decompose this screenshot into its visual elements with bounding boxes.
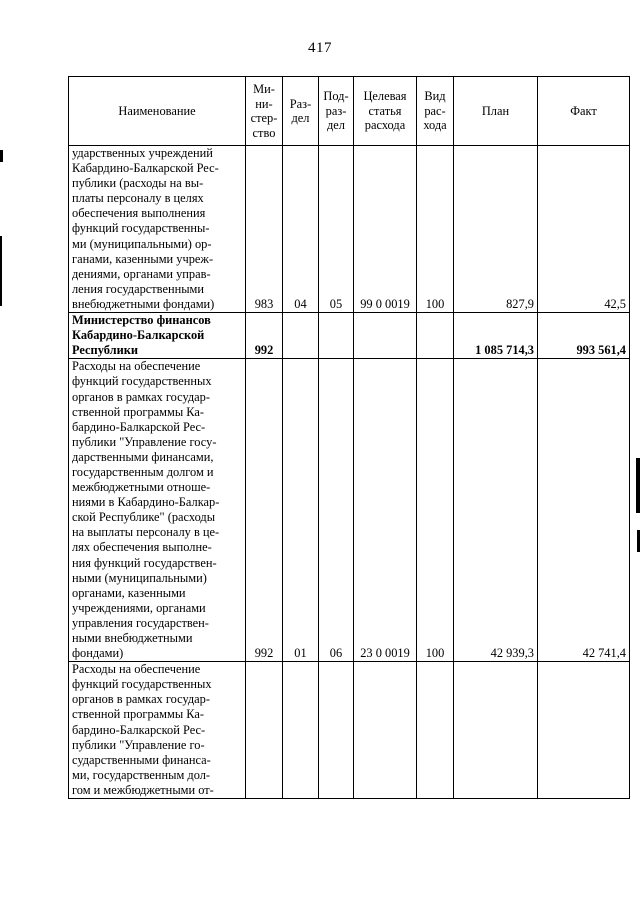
row-ministry [246,662,283,799]
table-row [69,359,630,662]
row-ministry: 983 [246,146,283,313]
scan-edge-mark [0,236,2,306]
header-row [69,77,630,146]
row-section [283,662,319,799]
row-section: 01 [283,359,319,662]
row-type [417,313,454,359]
row-target [354,662,417,799]
row-name: Министерство финансов Кабардино-Балкарской Республики [69,313,246,359]
header-fact: Факт [538,77,630,146]
table-row-ministry-total [69,313,630,359]
row-target [354,313,417,359]
row-name: Расходы на обеспечение функций государственных органов в рамках государ- ственной программы Ка- бардино-Балкарской Рес- публики "Управление го- сударственными финанса- ми, государственным дол- гом и межбюджетными от- [69,662,246,799]
row-plan: 1 085 714,3 [454,313,538,359]
row-subsection [319,662,354,799]
row-type [417,662,454,799]
row-plan: 827,9 [454,146,538,313]
header-section: Раз- дел [283,77,319,146]
scan-edge-mark [0,150,3,162]
header-target: Целевая статья расхода [354,77,417,146]
row-fact: 42 741,4 [538,359,630,662]
row-fact [538,662,630,799]
row-section: 04 [283,146,319,313]
scan-edge-mark [636,458,640,513]
row-target: 23 0 0019 [354,359,417,662]
row-target: 99 0 0019 [354,146,417,313]
row-subsection [319,313,354,359]
row-section [283,313,319,359]
header-plan: План [454,77,538,146]
table-row [69,662,630,799]
row-type: 100 [417,146,454,313]
row-ministry: 992 [246,359,283,662]
row-name: Расходы на обеспечение функций государственных органов в рамках государ- ственной программы Ка- бардино-Балкарской Рес- публики "Управление госу- дарственными финансами, государственным долгом и межбюджетными отноше- ниями в Кабардино-Балкар- ской Республике" (расходы на выплаты персоналу в це- лях обеспечения выполне- ния функций государствен- ными (муниципальными) органами, казенными учреждениями, органами управления государствен- ными внебюджетными фондами) [69,359,246,662]
header-type: Вид рас- хода [417,77,454,146]
header-name: Наименование [69,77,246,146]
row-plan: 42 939,3 [454,359,538,662]
row-subsection: 06 [319,359,354,662]
row-plan [454,662,538,799]
header-ministry: Ми- ни- стер- ство [246,77,283,146]
page-number: 417 [308,40,332,56]
row-fact: 993 561,4 [538,313,630,359]
row-subsection: 05 [319,146,354,313]
row-ministry: 992 [246,313,283,359]
table-row [69,146,630,313]
row-fact: 42,5 [538,146,630,313]
budget-table [68,76,630,799]
row-name: ударственных учреждений Кабардино-Балкарской Рес- публики (расходы на вы- платы персоналу в целях обеспечения выполнения функций государственны- ми (муниципальными) ор- ганами, казенными учреж- дениями, органами управ- ления государственными внебюджетными фондами) [69,146,246,313]
row-type: 100 [417,359,454,662]
header-subsection: Под- раз- дел [319,77,354,146]
